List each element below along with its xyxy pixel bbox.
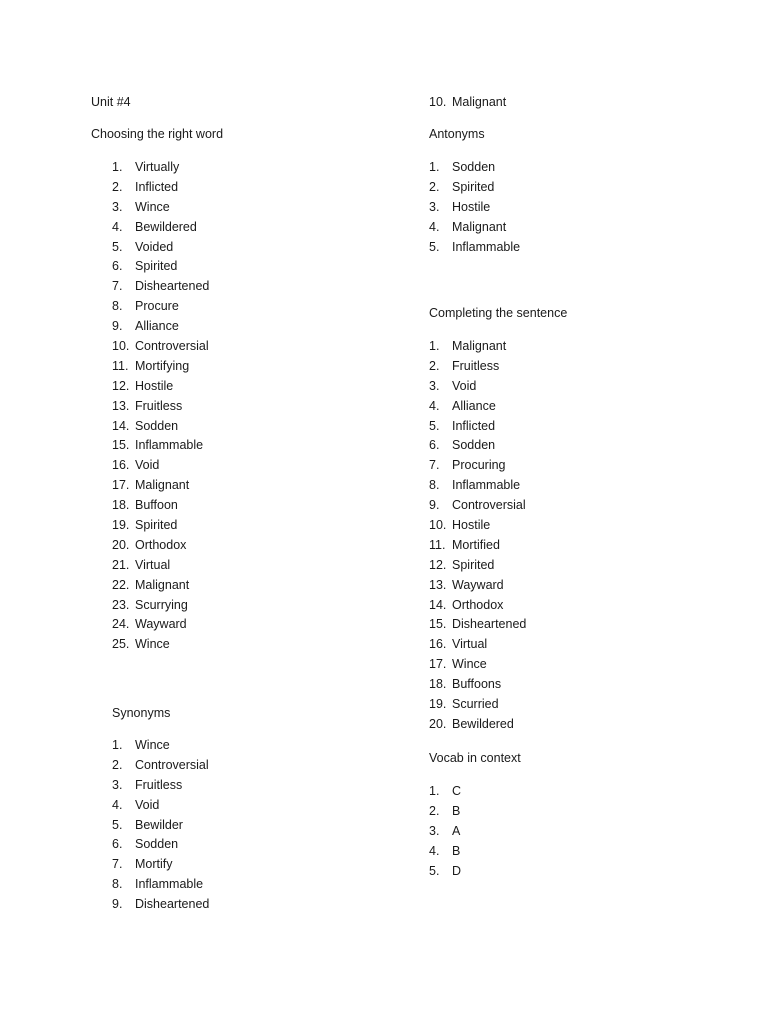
list-item-number: 20. [429,716,447,731]
list-item-number: 10. [112,339,130,354]
list-item-number: 6. [112,837,123,852]
list-item-number: 9. [112,897,123,912]
list-item-number: 25. [112,637,130,652]
list-item-number: 19. [112,518,130,533]
list-item-number: 4. [112,797,123,812]
list-item-number: 11. [429,537,446,552]
list-item-text: Orthodox [452,597,504,612]
list-item-number: 20. [112,537,130,552]
list-item-text: Virtually [135,160,180,174]
list-item-text: Controversial [452,498,526,513]
list-item-number: 8. [112,299,123,314]
list-item-number: 23. [112,597,130,612]
list-item-text: B [452,803,461,818]
list-item-text: Void [452,378,477,393]
list-item-text: Bewilder [135,817,183,832]
list-item-number: 2. [112,179,123,194]
list-item-number: 10. [429,518,447,533]
list-item-number: 16. [429,637,447,652]
list-item-text: Disheartened [135,897,210,912]
list-item-number: 13. [429,577,447,592]
list-item-text: Spirited [452,557,495,572]
list-item-number: 18. [429,677,447,692]
list-item-text: Sodden [135,837,179,852]
list-item-number: 24. [112,617,130,632]
list-item-text: Sodden [135,418,179,433]
list-item-number: 7. [112,279,123,294]
list-item-number: 14. [112,418,130,433]
list-item-number: 12. [429,557,447,572]
list-item-number: 17. [112,478,130,493]
list-item-text: Buffoon [135,498,178,513]
list-item-number: 5. [429,239,440,254]
list-item-text: Sodden [452,160,496,174]
list-item-number: 2. [429,803,440,818]
list-item-number: 7. [112,857,123,872]
list-item-text: Virtual [452,637,488,652]
list-item-number: 15. [429,617,447,632]
list-item-text: Mortifying [135,358,190,373]
list-item-text: Malignant [452,219,507,234]
list-item-number: 3. [429,199,440,214]
list-item-number: 13. [112,398,130,413]
list-item-number: 1. [112,738,123,752]
list-item-text: Inflicted [135,179,179,194]
list-item-text: Malignant [135,577,190,592]
list-item-text: Disheartened [452,617,527,632]
list-item-number: 6. [112,259,123,274]
list-item-number: 5. [112,817,123,832]
list-item-number: 6. [429,438,440,453]
list-item-text: Malignant [135,478,190,493]
list-item-text: Mortified [452,537,500,552]
list-item-text: Hostile [135,378,174,393]
list-item-text: Inflammable [452,478,521,493]
list-item-text: Buffoons [452,677,502,692]
list-item-text: Wince [135,637,170,652]
antonyms-heading: Antonyms [429,127,485,141]
choosing-heading: Choosing the right word [91,127,224,141]
list-item-number: 4. [429,219,440,234]
list-item-text: Procure [135,299,179,314]
list-item-number: 1. [429,160,440,174]
list-item-text: Spirited [135,518,178,533]
list-item-number: 3. [429,378,440,393]
list-item-text: Voided [135,239,174,254]
list-item-number: 9. [112,319,123,334]
list-item-text: Fruitless [135,398,183,413]
list-item-text: Inflammable [135,877,204,892]
list-item-text: B [452,843,461,858]
list-item-text: Controversial [135,757,209,772]
list-item-text: Virtual [135,557,171,572]
list-item-text: Wayward [452,577,504,592]
list-item-number: 5. [429,863,440,878]
completing-heading: Completing the sentence [429,306,568,320]
list-item-number: 3. [112,199,123,214]
synonyms-heading: Synonyms [112,706,171,720]
list-item-text: Malignant [452,95,507,109]
list-item-text: Controversial [135,339,209,354]
list-item-number: 4. [429,398,440,413]
list-item-text: Spirited [452,179,495,194]
list-item-text: Inflicted [452,418,496,433]
list-item-number: 17. [429,657,447,672]
list-item-text: Scurried [452,697,499,712]
list-item-text: Inflammable [452,239,521,254]
list-item-number: 8. [429,478,440,493]
list-item-number: 4. [429,843,440,858]
list-item-text: Sodden [452,438,496,453]
list-item-text: Spirited [135,259,178,274]
list-item-text: Procuring [452,458,506,473]
list-item-text: Wince [135,738,170,752]
list-item-number: 14. [429,597,447,612]
list-item-number: 19. [429,697,447,712]
list-item-text: Mortify [135,857,173,872]
list-item-text: Scurrying [135,597,188,612]
list-item-number: 11. [112,358,129,373]
list-item-number: 4. [112,219,123,234]
list-item-text: Void [135,458,160,473]
list-item-text: C [452,784,462,798]
list-item-text: D [452,863,462,878]
list-item-number: 7. [429,458,440,473]
list-item-number: 21. [112,557,130,572]
list-item-text: Hostile [452,518,491,533]
list-item-text: Wayward [135,617,187,632]
list-item-text: Disheartened [135,279,210,294]
list-item-text: A [452,823,461,838]
list-item-number: 1. [429,784,440,798]
list-item-text: Wince [452,657,487,672]
list-item-text: Inflammable [135,438,204,453]
list-item-number: 9. [429,498,440,513]
list-item-number: 2. [429,358,440,373]
list-item-text: Alliance [135,319,179,334]
list-item-number: 15. [112,438,130,453]
list-item-number: 2. [429,179,440,194]
list-item-text: Wince [135,199,170,214]
list-item-text: Orthodox [135,537,187,552]
list-item-number: 22. [112,577,130,592]
list-item-number: 1. [112,160,123,174]
list-item-text: Alliance [452,398,496,413]
list-item-number: 2. [112,757,123,772]
list-item-text: Bewildered [135,219,197,234]
list-item-number: 12. [112,378,130,393]
list-item-number: 10. [429,95,447,109]
list-item-text: Void [135,797,160,812]
list-item-text: Malignant [452,339,507,353]
list-item-text: Fruitless [135,777,183,792]
list-item-text: Bewildered [452,716,514,731]
list-item-number: 5. [112,239,123,254]
list-item-text: Hostile [452,199,491,214]
list-item-number: 1. [429,339,440,353]
list-item-number: 3. [112,777,123,792]
list-item-number: 3. [429,823,440,838]
list-item-text: Fruitless [452,358,500,373]
unit-title: Unit #4 [91,95,131,109]
list-item-number: 8. [112,877,123,892]
list-item-number: 18. [112,498,130,513]
list-item-number: 16. [112,458,130,473]
list-item-number: 5. [429,418,440,433]
vocab-context-heading: Vocab in context [429,751,521,765]
